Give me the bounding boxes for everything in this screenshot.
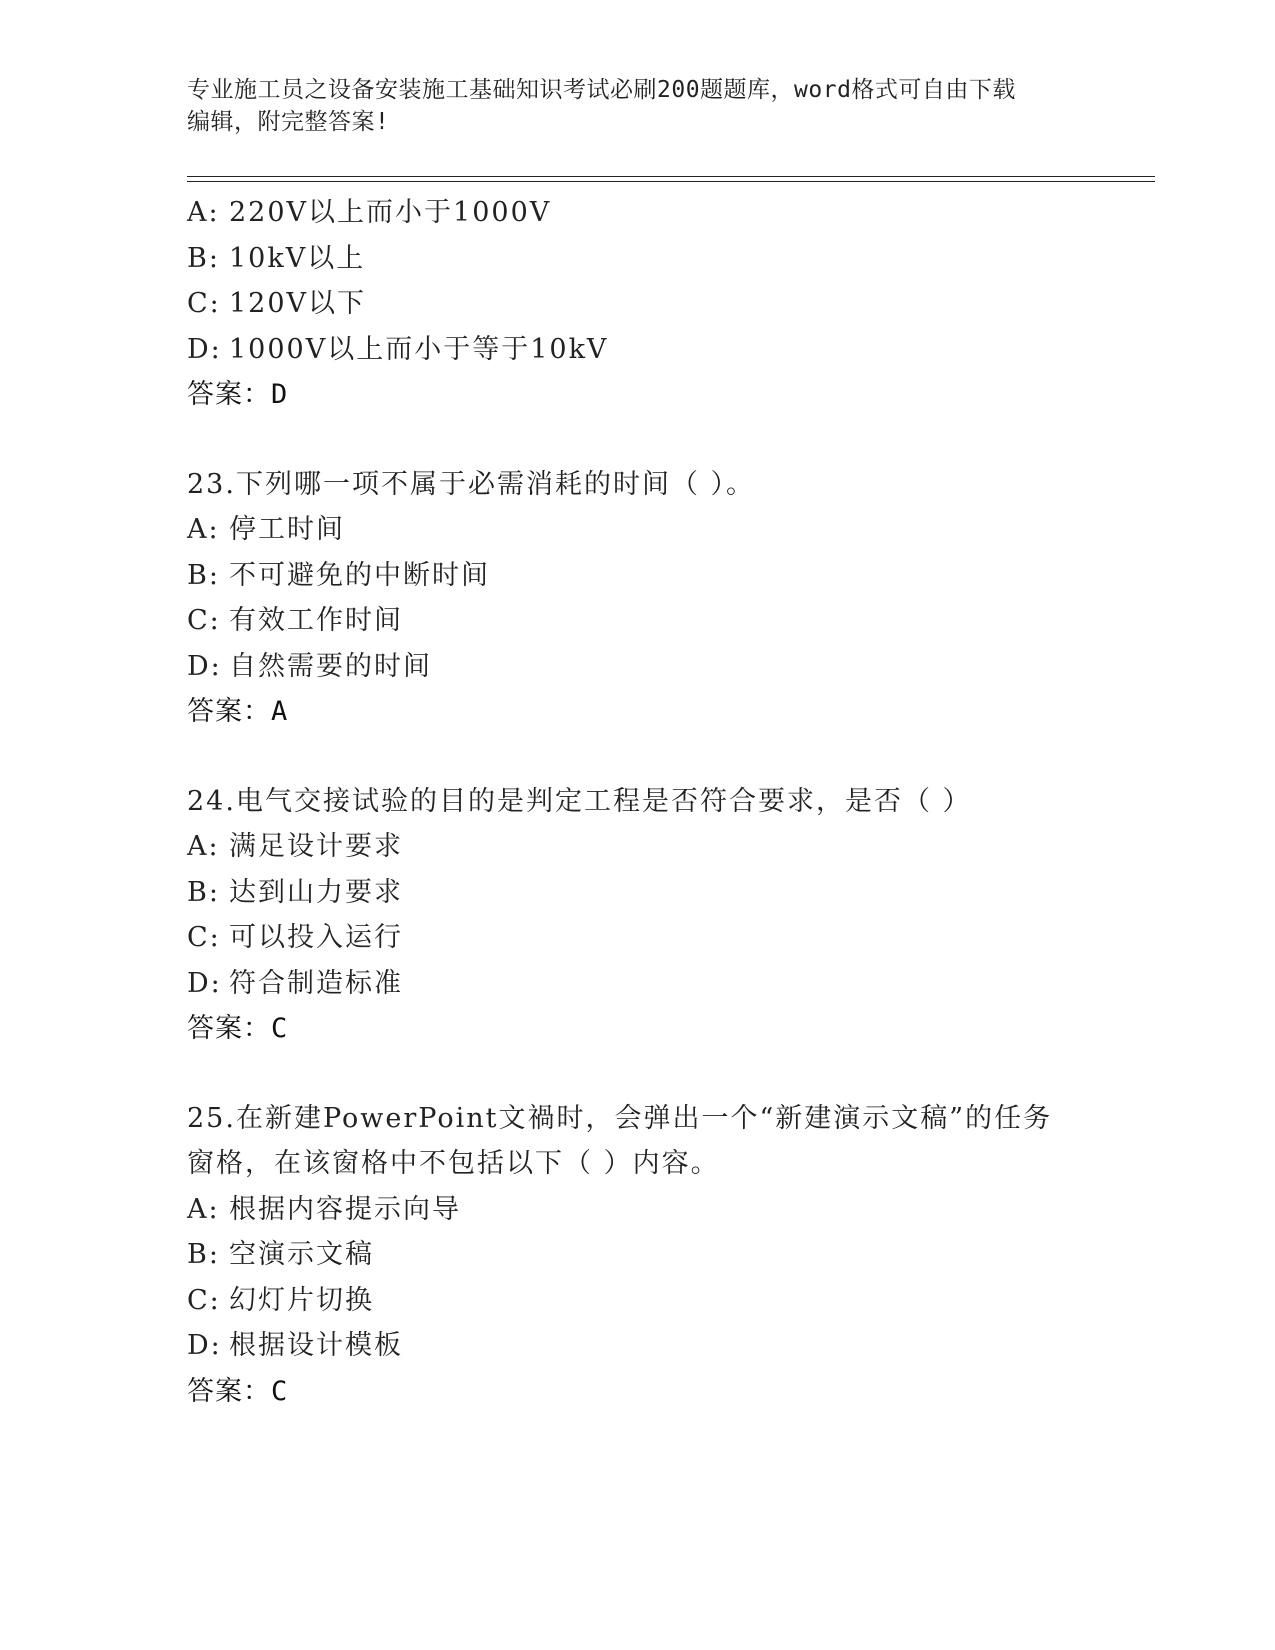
block-spacer — [187, 1052, 1147, 1096]
option-b: B: 不可避免的中断时间 — [187, 559, 490, 591]
option-d: D: 符合制造标准 — [187, 967, 403, 999]
option-b: B: 10kV以上 — [187, 242, 366, 274]
option-d: D: 自然需要的时间 — [187, 650, 432, 682]
question-block-25 — [187, 1096, 1147, 1415]
option-a: A: 220V以上而小于1000V — [187, 197, 552, 228]
document-header — [187, 74, 1067, 138]
question-text: 25.在新建PowerPoint文禍时，会弹出一个“新建演示文稿”的任务窗格，在该窗格中不包括以下（ ）内容。 — [187, 1102, 1053, 1179]
answer-line: 答案：A — [187, 696, 289, 727]
question-block-24 — [187, 779, 1147, 1052]
option-c: C: 有效工作时间 — [187, 605, 403, 636]
option-c: C: 可以投入运行 — [187, 922, 403, 953]
answer-line: 答案：D — [187, 379, 289, 410]
option-a: A: 停工时间 — [187, 514, 345, 545]
option-c: C: 幻灯片切换 — [187, 1284, 374, 1316]
header-divider-top — [187, 176, 1155, 177]
question-block-23 — [187, 462, 1147, 735]
option-d: D: 1000V以上而小于等于10kV — [187, 333, 609, 365]
header-line-1: 专业施工员之设备安装施工基础知识考试必刷200题题库，word格式可自由下载 — [187, 77, 1016, 103]
block-spacer — [187, 735, 1147, 779]
question-text: 24.电气交接试验的目的是判定工程是否符合要求，是否（ ） — [187, 785, 972, 817]
option-c: C: 120V以下 — [187, 288, 367, 319]
option-b: B: 空演示文稿 — [187, 1239, 374, 1270]
option-d: D: 根据设计模板 — [187, 1330, 403, 1361]
header-divider-bottom — [187, 181, 1155, 182]
question-block-22 — [187, 190, 1147, 418]
question-list — [187, 190, 1147, 1414]
option-b: B: 达到山力要求 — [187, 876, 403, 908]
answer-line: 答案：C — [187, 1375, 289, 1407]
question-text: 23.下列哪一项不属于必需消耗的时间（ ）。 — [187, 468, 756, 500]
header-line-2: 编辑，附完整答案! — [187, 109, 390, 135]
answer-line: 答案：C — [187, 1013, 289, 1044]
option-a: A: 根据内容提示向导 — [187, 1193, 461, 1225]
option-a: A: 满足设计要求 — [187, 831, 403, 862]
block-spacer — [187, 418, 1147, 462]
